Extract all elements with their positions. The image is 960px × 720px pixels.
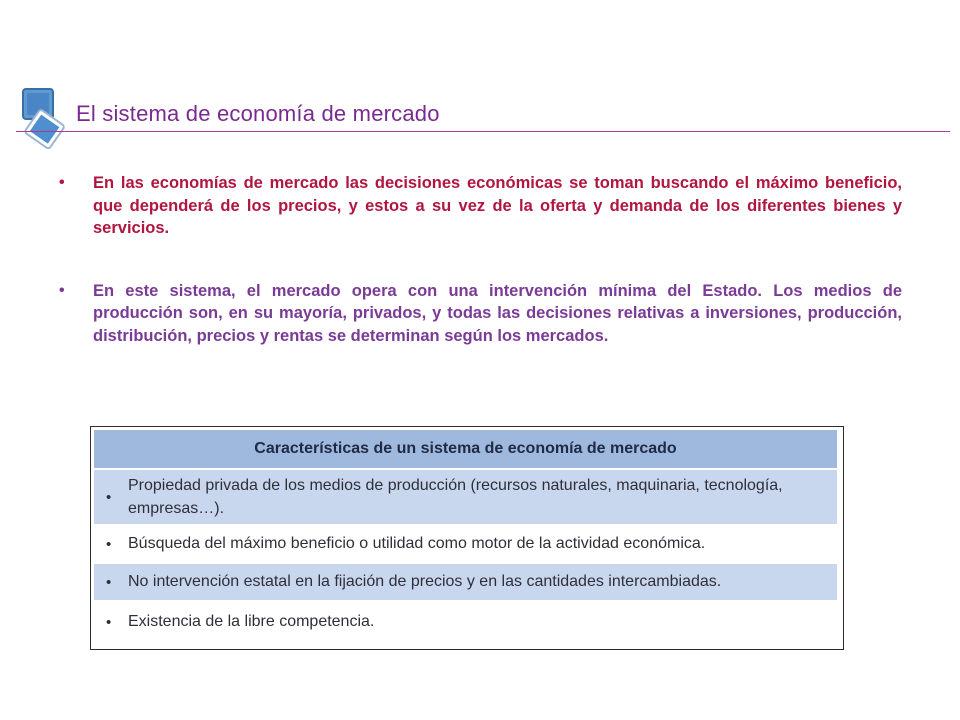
row-text: Existencia de la libre competencia. <box>128 613 375 630</box>
characteristics-table <box>90 426 844 650</box>
bullet-marker: • <box>59 174 65 191</box>
row-text: Propiedad privada de los medios de producción (recursos naturales, maquinaria, tecnología, empresas…). <box>128 477 783 517</box>
row-text: No intervención estatal en la fijación de precios y en las cantidades intercambiadas. <box>128 573 722 590</box>
title-underline <box>16 131 950 132</box>
bullet-text: En las economías de mercado las decisiones económicas se toman buscando el máximo beneficio, que dependerá de los precios, y estos a su vez de la oferta y demanda de los diferentes bienes y servicios. <box>93 174 902 237</box>
bullet-marker: • <box>59 281 65 299</box>
table-row <box>94 470 837 526</box>
slide-logo-icon <box>14 86 70 156</box>
row-marker: • <box>106 488 112 506</box>
row-marker: • <box>106 613 112 631</box>
table-row <box>94 602 837 642</box>
table-row <box>94 526 837 564</box>
row-marker: • <box>106 573 112 591</box>
row-marker: • <box>106 535 112 553</box>
slide-title: El sistema de economía de mercado <box>76 101 440 126</box>
table-header: Características de un sistema de economía de mercado <box>94 430 837 470</box>
bullet-text: En este sistema, el mercado opera con una intervención mínima del Estado. Los medios de producción son, en su mayoría, privados, y todas las decisiones relativas a inversiones, producción, distribución, precios y rentas se determinan según los mercados. <box>93 281 902 345</box>
bullet-item <box>56 280 902 348</box>
table-row <box>94 564 837 602</box>
bullet-list <box>56 172 902 347</box>
bullet-item <box>56 172 902 240</box>
row-text: Búsqueda del máximo beneficio o utilidad como motor de la actividad económica. <box>128 535 706 552</box>
